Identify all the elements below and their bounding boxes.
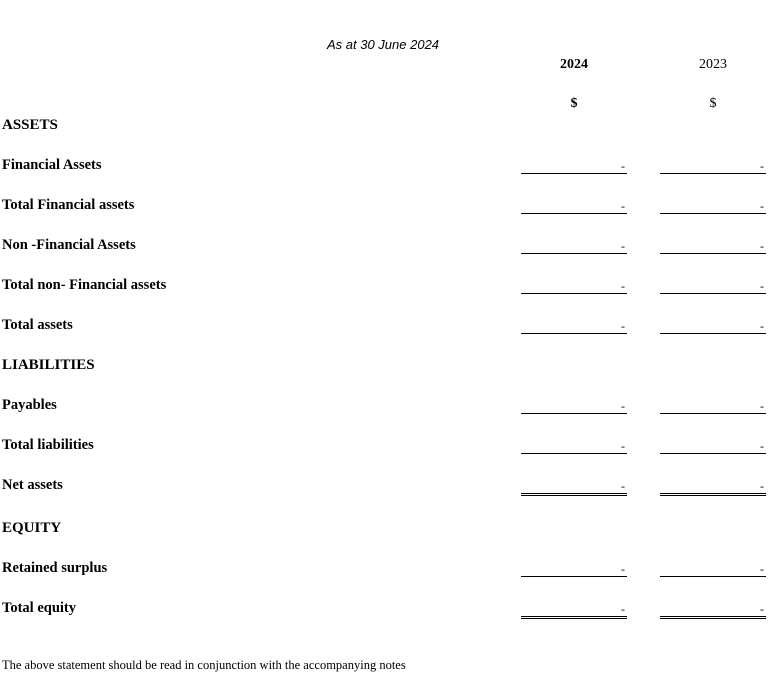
section-heading-equity: EQUITY	[2, 520, 62, 536]
currency-2024: $	[570, 96, 578, 111]
cell-total-equity-2024: -	[521, 601, 627, 619]
cell-net-assets-2023: -	[660, 478, 766, 496]
cell-payables-2023: -	[660, 398, 766, 414]
cell-payables-2024: -	[521, 398, 627, 414]
cell-total-assets-2024: -	[521, 318, 627, 334]
cell-total-assets-2023: -	[660, 318, 766, 334]
cell-non-financial-assets-2024: -	[521, 238, 627, 254]
row-label-payables: Payables	[2, 397, 57, 413]
statement-subtitle: As at 30 June 2024	[327, 37, 440, 52]
footnote: The above statement should be read in conjunction with the accompanying notes	[2, 658, 406, 672]
row-label-total-equity: Total equity	[2, 600, 76, 616]
cell-total-liabilities-2023: -	[660, 438, 766, 454]
cell-non-financial-assets-2023: -	[660, 238, 766, 254]
row-label-net-assets: Net assets	[2, 477, 63, 493]
row-label-retained-surplus: Retained surplus	[2, 560, 108, 576]
column-header-2024: 2024	[560, 57, 588, 72]
cell-total-financial-assets-2024: -	[521, 198, 627, 214]
row-label-non-financial-assets: Non -Financial Assets	[2, 237, 136, 253]
row-label-total-liabilities: Total liabilities	[2, 437, 94, 453]
cell-total-equity-2023: -	[660, 601, 766, 619]
cell-retained-surplus-2023: -	[660, 561, 766, 577]
section-heading-liabilities: LIABILITIES	[2, 357, 95, 373]
row-label-financial-assets: Financial Assets	[2, 157, 102, 173]
cell-net-assets-2024: -	[521, 478, 627, 496]
cell-financial-assets-2023: -	[660, 158, 766, 174]
row-label-total-assets: Total assets	[2, 317, 73, 333]
cell-total-financial-assets-2023: -	[660, 198, 766, 214]
currency-2023: $	[709, 96, 717, 111]
cell-total-liabilities-2024: -	[521, 438, 627, 454]
row-label-total-non-financial-assets: Total non- Financial assets	[2, 277, 167, 293]
cell-financial-assets-2024: -	[521, 158, 627, 174]
column-header-2023: 2023	[699, 57, 727, 72]
cell-total-non-financial-assets-2024: -	[521, 278, 627, 294]
row-label-total-financial-assets: Total Financial assets	[2, 197, 135, 213]
cell-total-non-financial-assets-2023: -	[660, 278, 766, 294]
cell-retained-surplus-2024: -	[521, 561, 627, 577]
section-heading-assets: ASSETS	[2, 117, 58, 133]
